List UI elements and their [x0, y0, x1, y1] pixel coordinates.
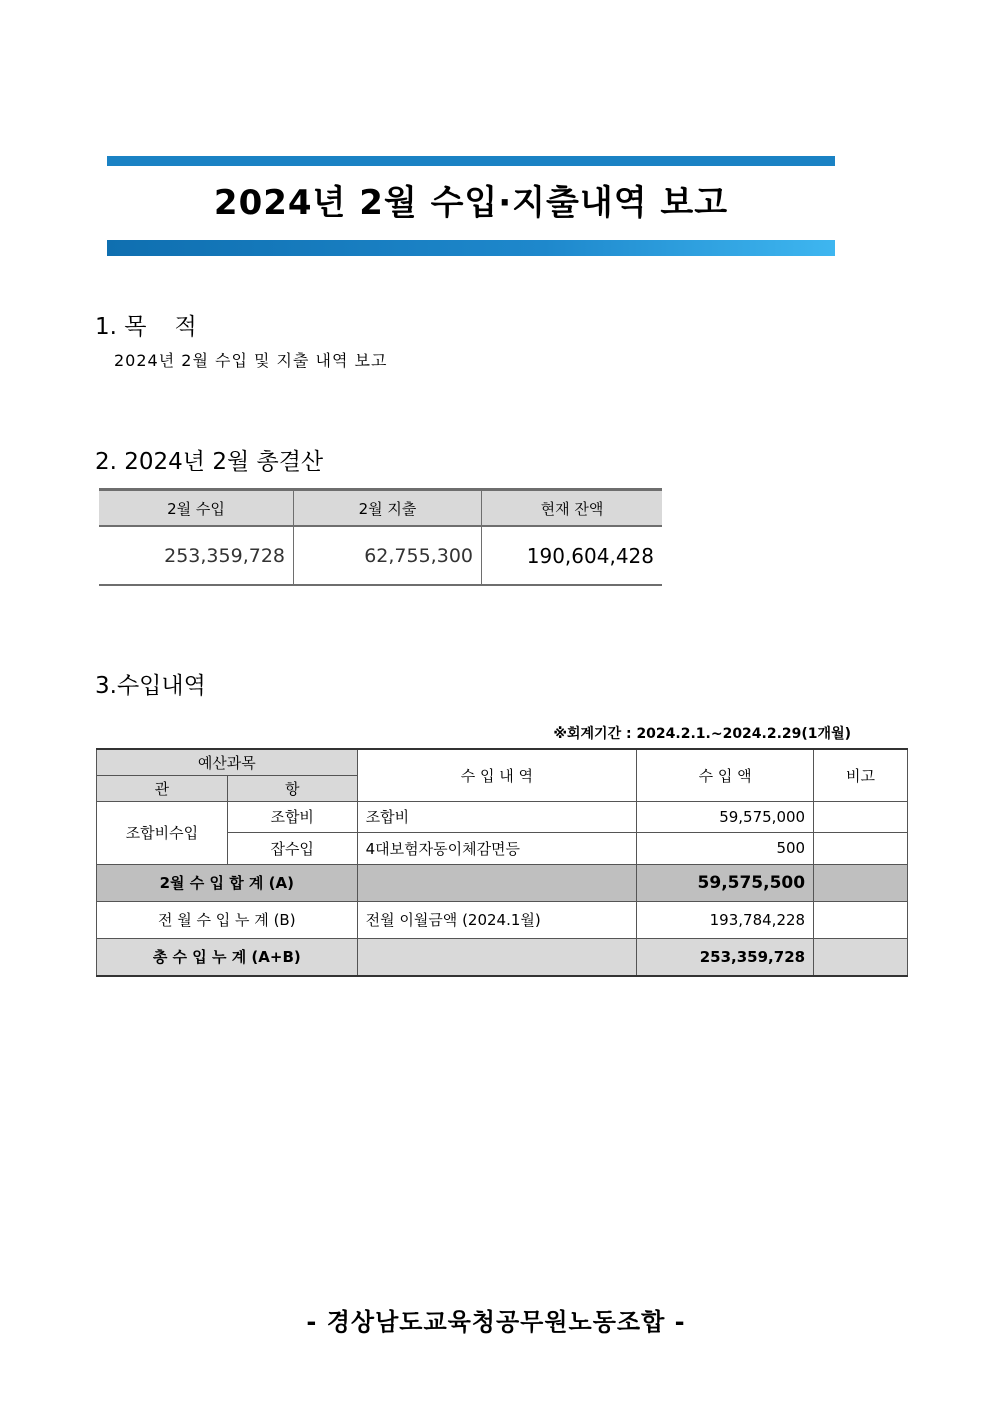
- total-label: 총 수 입 누 계 (A+B): [97, 938, 358, 976]
- detail-cell: 조합비: [357, 801, 637, 832]
- detail-cell: 4대보험자동이체감면등: [357, 832, 637, 864]
- purpose-text: 2024년 2월 수입 및 지출 내역 보고: [114, 351, 388, 370]
- total-cumulative-row: [97, 938, 908, 976]
- previous-detail: 전월 이월금액 (2024.1월): [357, 901, 637, 938]
- document-title: 2024년 2월 수입·지출내역 보고: [213, 183, 729, 223]
- hang-cell: 조합비: [227, 801, 357, 832]
- title-bar-bottom: [107, 240, 835, 256]
- summary-header-income: 2월 수입: [99, 490, 294, 527]
- table-row: [97, 801, 908, 832]
- summary-header-expense: 2월 지출: [294, 490, 482, 527]
- summary-table: [99, 488, 662, 586]
- subtotal-label: 2월 수 입 합 계 (A): [97, 864, 358, 901]
- section-1-number: 1.: [95, 314, 117, 340]
- header-note: 비고: [814, 749, 908, 801]
- summary-expense-value: 62,755,300: [294, 526, 482, 585]
- previous-amount: 193,784,228: [637, 901, 814, 938]
- organization-footer: - 경상남도교육청공무원노동조합 -: [306, 1308, 686, 1336]
- summary-balance-value: 190,604,428: [482, 526, 663, 585]
- total-amount: 253,359,728: [637, 938, 814, 976]
- title-bar-top: [107, 156, 835, 166]
- amount-cell: 500: [637, 832, 814, 864]
- note-cell: [814, 801, 908, 832]
- section-3-heading: 3.수입내역: [95, 673, 206, 699]
- summary-income-value: 253,359,728: [99, 526, 294, 585]
- header-gwan: 관: [97, 775, 228, 801]
- income-table: [96, 748, 908, 977]
- subtotal-amount: 59,575,500: [637, 864, 814, 901]
- previous-cumulative-row: [97, 901, 908, 938]
- section-2-heading: 2. 2024년 2월 총결산: [95, 449, 324, 475]
- total-note: [814, 938, 908, 976]
- hang-cell: 잡수입: [227, 832, 357, 864]
- gwan-cell: 조합비수입: [97, 801, 228, 864]
- section-1-heading-a: 목: [124, 314, 147, 340]
- section-1-heading-b: 적: [174, 314, 197, 340]
- summary-header-balance: 현재 잔액: [482, 490, 663, 527]
- section-1-heading: [95, 312, 197, 342]
- header-hang: 항: [227, 775, 357, 801]
- header-budget-item: 예산과목: [97, 749, 358, 775]
- subtotal-note: [814, 864, 908, 901]
- total-detail: [357, 938, 637, 976]
- accounting-period: ※회계기간 : 2024.2.1.~2024.2.29(1개월): [553, 726, 851, 742]
- previous-label: 전 월 수 입 누 계 (B): [97, 901, 358, 938]
- amount-cell: 59,575,000: [637, 801, 814, 832]
- subtotal-detail: [357, 864, 637, 901]
- header-income-details: 수 입 내 역: [357, 749, 637, 801]
- subtotal-row: [97, 864, 908, 901]
- header-income-amount: 수 입 액: [637, 749, 814, 801]
- previous-note: [814, 901, 908, 938]
- note-cell: [814, 832, 908, 864]
